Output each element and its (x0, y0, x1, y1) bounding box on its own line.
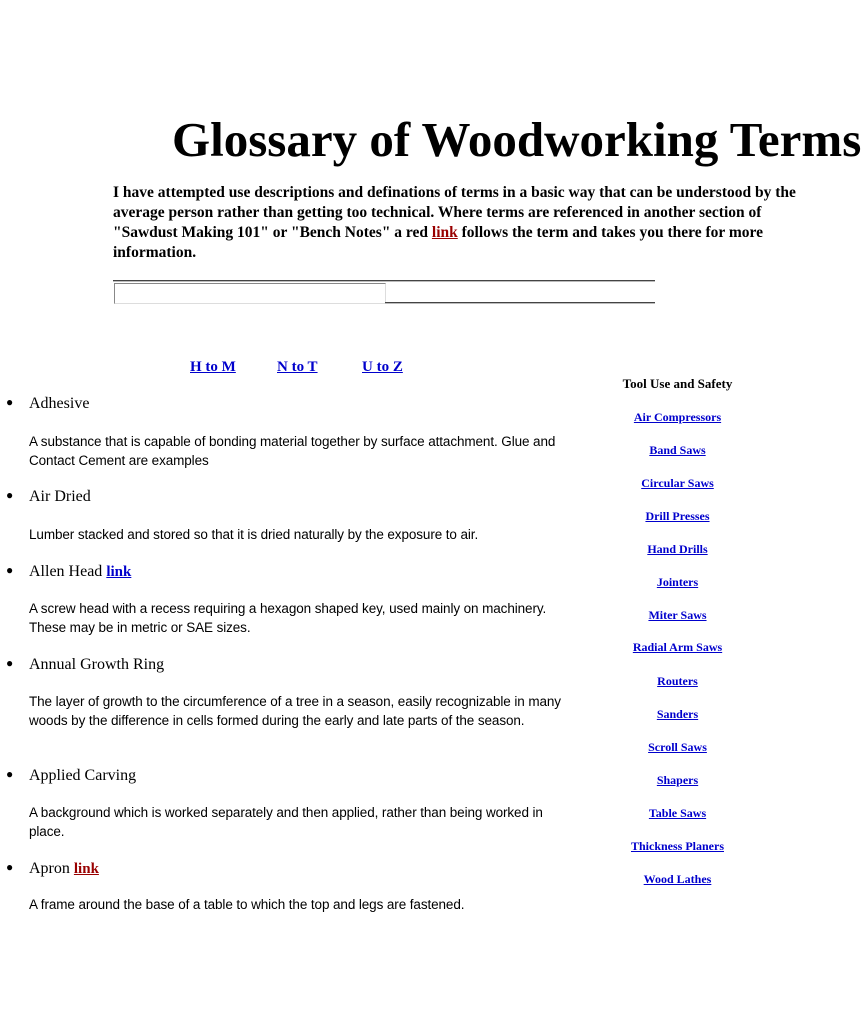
bullet-icon: ● (6, 656, 14, 670)
term-label: Allen Head (29, 563, 103, 580)
sidebar-item (590, 839, 765, 854)
sidebar-item (590, 773, 765, 788)
glossary-definition: A screw head with a recess requiring a hexagon shaped key, used mainly on machinery. These may be in metric or SAE sizes. (29, 601, 547, 635)
sidebar-link-drill-presses[interactable]: Drill Presses (645, 509, 710, 523)
intro-paragraph (113, 183, 813, 263)
bullet-icon: ● (6, 563, 14, 577)
sidebar-link-routers[interactable]: Routers (657, 674, 698, 688)
sidebar-link-wood-lathes[interactable]: Wood Lathes (643, 872, 712, 886)
sidebar-item (590, 542, 765, 557)
term-label: Apron (29, 860, 70, 877)
glossary-definition: A substance that is capable of bonding material together by surface attachment. Glue and Contact Cement are examples (29, 434, 556, 468)
bullet-icon: ● (6, 488, 14, 502)
glossary-term (6, 395, 89, 413)
sidebar-link-miter-saws[interactable]: Miter Saws (648, 608, 707, 622)
term-link[interactable]: link (106, 564, 132, 580)
intro-line-3 (113, 223, 813, 243)
intro-red-link[interactable]: link (431, 224, 458, 241)
intro-line-2: average person rather than getting too technical. Where terms are referenced in another section of (113, 204, 762, 221)
sidebar-link-shapers[interactable]: Shapers (656, 773, 699, 787)
intro-line-4: information. (113, 244, 197, 261)
sidebar-link-sanders[interactable]: Sanders (656, 707, 699, 721)
glossary-definition: A frame around the base of a table to which the top and legs are fastened. (29, 897, 465, 912)
sidebar-item (590, 575, 765, 590)
sidebar-item (590, 443, 765, 458)
sidebar-link-scroll-saws[interactable]: Scroll Saws (648, 740, 707, 754)
nav-link-h-to-m[interactable]: H to M (190, 359, 236, 375)
tool-safety-sidebar (590, 374, 765, 886)
glossary-term (6, 860, 99, 878)
glossary-term (6, 563, 131, 581)
sidebar-item (590, 640, 765, 655)
term-label: Adhesive (29, 395, 90, 412)
sidebar-item (590, 476, 765, 491)
bullet-icon: ● (6, 395, 14, 409)
intro-line-3-start: "Sawdust Making 101" or "Bench Notes" a red (113, 224, 432, 241)
sidebar-link-air-compressors[interactable]: Air Compressors (633, 410, 722, 424)
divider-bottom (385, 302, 655, 304)
sidebar-item (590, 608, 765, 623)
sidebar-item (590, 410, 765, 425)
sidebar-link-hand-drills[interactable]: Hand Drills (647, 542, 708, 556)
sidebar-link-thickness-planers[interactable]: Thickness Planers (630, 839, 724, 853)
glossary-definition: The layer of growth to the circumference of a tree in a season, easily recognizable in many woods by the difference in cells formed during the early and late parts of the season. (29, 694, 561, 728)
glossary-definition: Lumber stacked and stored so that it is dried naturally by the exposure to air. (29, 527, 479, 542)
bullet-icon: ● (6, 767, 14, 781)
intro-line-1: I have attempted use descriptions and definations of terms in a basic way that can be understood by the (113, 184, 796, 201)
term-label: Annual Growth Ring (29, 656, 165, 673)
glossary-term (6, 767, 136, 785)
term-label: Air Dried (29, 488, 91, 505)
glossary-term (6, 656, 164, 674)
glossary-definition: A background which is worked separately and then applied, rather than being worked in place. (29, 805, 543, 839)
sidebar-item (590, 509, 765, 524)
sidebar-link-circular-saws[interactable]: Circular Saws (641, 476, 714, 490)
bullet-icon: ● (6, 860, 14, 874)
sidebar-link-jointers[interactable]: Jointers (656, 575, 699, 589)
intro-line-3-end: follows the term and takes you there for more (457, 224, 763, 241)
sidebar-link-table-saws[interactable]: Table Saws (648, 806, 707, 820)
term-link[interactable]: link (73, 861, 99, 877)
nav-link-n-to-t[interactable]: N to T (277, 359, 318, 375)
term-label: Applied Carving (29, 767, 137, 784)
sidebar-item (590, 740, 765, 755)
sidebar-link-radial-arm-saws[interactable]: Radial Arm Saws (632, 640, 723, 654)
glossary-term (6, 488, 91, 506)
divider-top (113, 280, 655, 282)
sidebar-item (590, 707, 765, 722)
sidebar-item (590, 674, 765, 689)
sidebar-item (590, 806, 765, 821)
nav-link-u-to-z[interactable]: U to Z (362, 359, 403, 375)
sidebar-link-band-saws[interactable]: Band Saws (649, 443, 706, 457)
search-input[interactable] (114, 283, 386, 304)
sidebar-title: Tool Use and Safety (622, 376, 733, 391)
sidebar-item (590, 872, 765, 887)
page-title: Glossary of Woodworking Terms (172, 112, 861, 167)
